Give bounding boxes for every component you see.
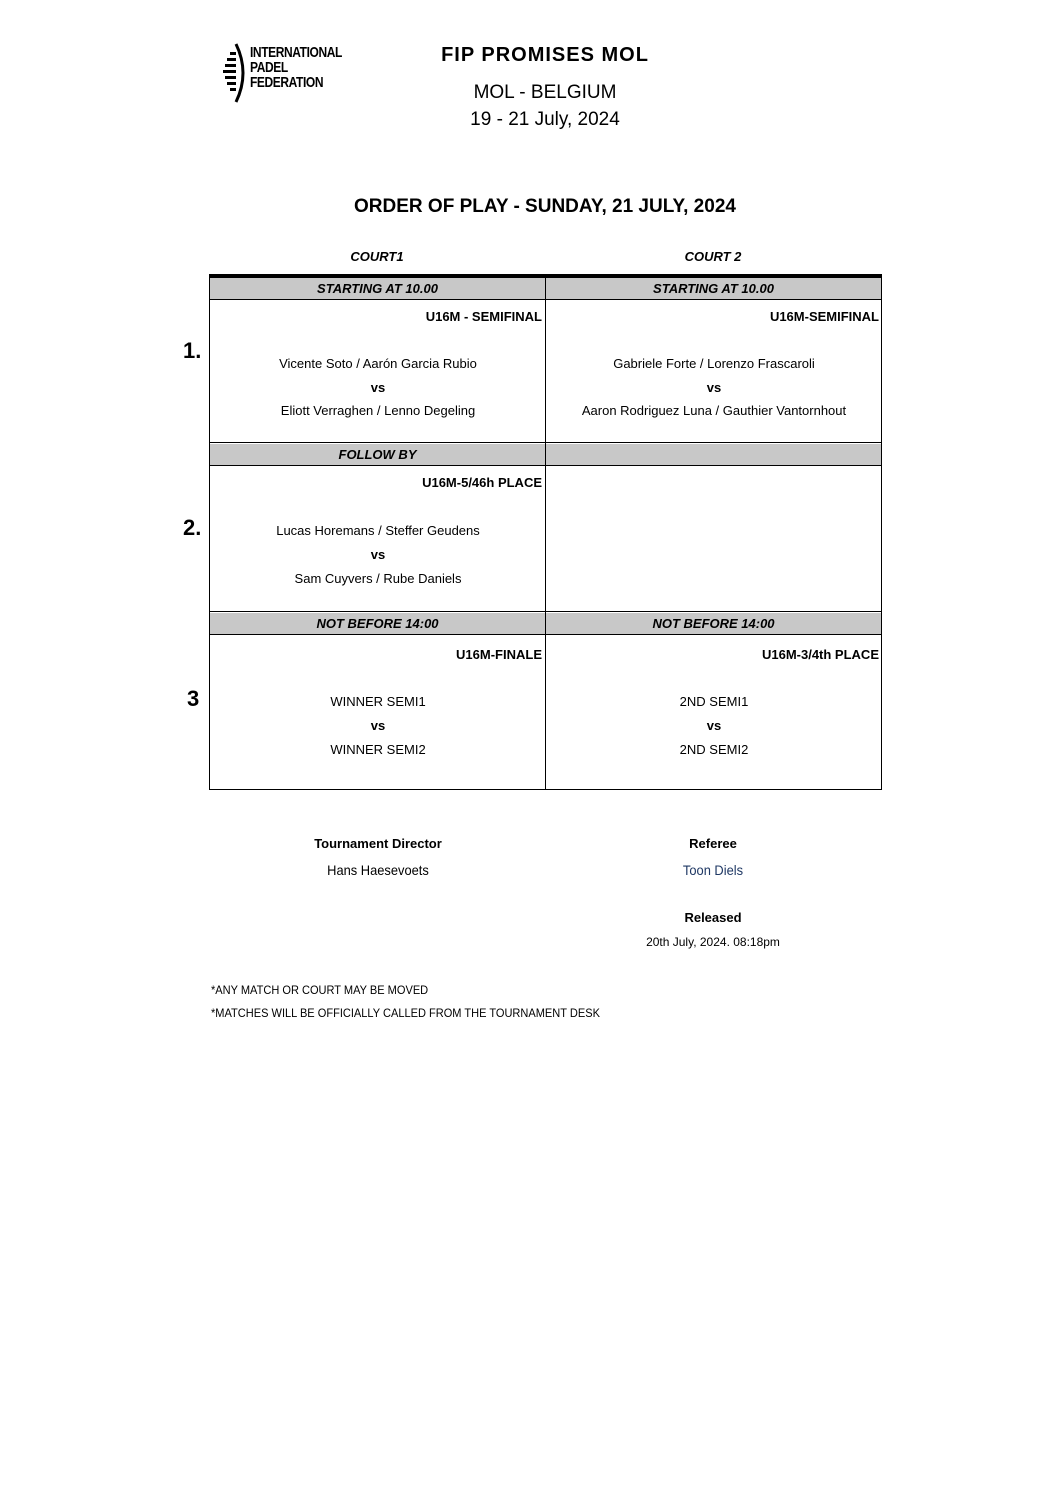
slot-time: NOT BEFORE 14:00 <box>210 613 545 635</box>
vs-label: vs <box>370 380 386 395</box>
referee-label: Referee <box>689 836 737 851</box>
slot-time: NOT BEFORE 14:00 <box>546 613 881 635</box>
logo-text <box>250 45 342 90</box>
team-2: WINNER SEMI2 <box>330 742 426 757</box>
order-of-play-title: ORDER OF PLAY - SUNDAY, 21 JULY, 2024 <box>354 196 736 217</box>
tournament-title: FIP PROMISES MOL <box>441 44 649 66</box>
slot-time: FOLLOW BY <box>210 444 545 466</box>
released-timestamp: 20th July, 2024. 08:18pm <box>646 935 780 949</box>
vs-label: vs <box>706 718 722 733</box>
team-2: Aaron Rodriguez Luna / Gauthier Vantornhout <box>581 403 847 418</box>
team-1: Lucas Horemans / Steffer Geudens <box>276 523 480 538</box>
team-1: Gabriele Forte / Lorenzo Frascaroli <box>613 356 815 371</box>
director-label: Tournament Director <box>314 836 442 851</box>
slot-time: STARTING AT 10.00 <box>210 278 545 300</box>
vs-label: vs <box>706 380 722 395</box>
team-1: WINNER SEMI1 <box>330 694 426 709</box>
column-divider <box>545 278 546 789</box>
tournament-location: MOL - BELGIUM <box>473 82 617 103</box>
round-number: 1. <box>183 338 202 363</box>
round-number: 2. <box>183 515 202 540</box>
match-category: U16M - SEMIFINAL <box>425 309 542 324</box>
released-label: Released <box>684 910 742 925</box>
match-category: U16M-5/46h PLACE <box>422 475 542 490</box>
order-of-play-table <box>209 274 882 790</box>
slot-time: STARTING AT 10.00 <box>546 278 881 300</box>
referee-name: Toon Diels <box>682 862 744 878</box>
note: *MATCHES WILL BE OFFICIALLY CALLED FROM THE TOURNAMENT DESK <box>211 1006 600 1020</box>
team-1: 2ND SEMI1 <box>679 694 749 709</box>
logo-line: PADEL <box>250 59 288 76</box>
court-2-heading: COURT 2 <box>684 249 742 264</box>
logo-line: INTERNATIONAL <box>250 44 342 61</box>
round-number: 3 <box>187 686 200 711</box>
note: *ANY MATCH OR COURT MAY BE MOVED <box>211 983 429 997</box>
match-category: U16M-FINALE <box>456 647 542 662</box>
tournament-dates: 19 - 21 July, 2024 <box>470 109 620 130</box>
logo-line: FEDERATION <box>250 74 324 91</box>
court-1-heading: COURT1 <box>350 249 404 264</box>
vs-label: vs <box>370 547 386 562</box>
team-2: Sam Cuyvers / Rube Daniels <box>294 571 462 586</box>
team-2: Eliott Verraghen / Lenno Degeling <box>280 403 476 418</box>
fip-logo-icon <box>220 42 252 104</box>
team-1: Vicente Soto / Aarón Garcia Rubio <box>279 356 477 371</box>
match-category: U16M-3/4th PLACE <box>761 647 879 662</box>
vs-label: vs <box>370 718 386 733</box>
director-name: Hans Haesevoets <box>327 862 429 878</box>
slot-time-empty <box>546 444 881 466</box>
match-category: U16M-SEMIFINAL <box>769 309 879 324</box>
team-2: 2ND SEMI2 <box>679 742 749 757</box>
